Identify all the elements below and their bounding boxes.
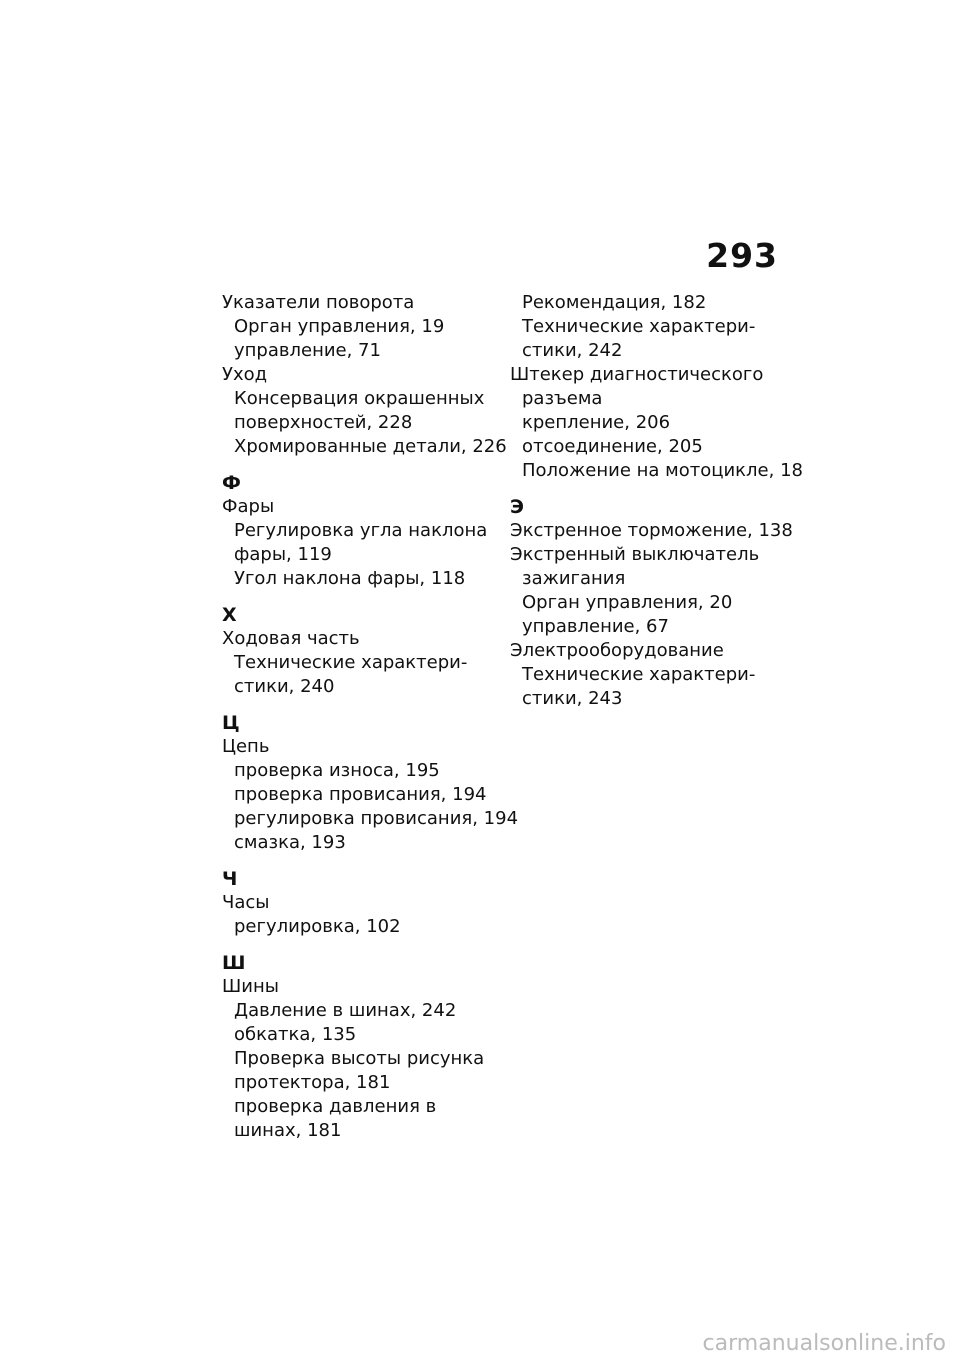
index-section-letter: Э bbox=[510, 496, 524, 518]
index-subentry: фары, 119 bbox=[234, 544, 332, 565]
index-subentry: проверка давления в bbox=[234, 1096, 437, 1117]
page-number: 293 bbox=[706, 236, 778, 275]
index-section-letter: Х bbox=[222, 604, 237, 626]
index-column-right bbox=[510, 291, 803, 711]
index-subentry: Давление в шинах, 242 bbox=[234, 1000, 457, 1021]
index-subentry: Технические характери- bbox=[522, 664, 756, 685]
index-term: Указатели поворота bbox=[222, 292, 415, 313]
index-subentry: Хромированные детали, 226 bbox=[234, 436, 507, 457]
index-subentry: стики, 243 bbox=[522, 688, 623, 709]
index-term: Экстренный выключатель bbox=[510, 544, 760, 565]
index-section-letter: Ц bbox=[222, 712, 240, 734]
index-subentry: протектора, 181 bbox=[234, 1072, 391, 1093]
index-subentry: Положение на мотоцикле, 18 bbox=[522, 460, 803, 481]
index-term: Штекер диагностического bbox=[510, 364, 764, 385]
index-subentry: крепление, 206 bbox=[522, 412, 671, 433]
index-subentry: стики, 242 bbox=[522, 340, 623, 361]
index-subentry: регулировка, 102 bbox=[234, 916, 401, 937]
index-section-letter: Ф bbox=[222, 472, 241, 494]
index-subentry: управление, 71 bbox=[234, 340, 381, 361]
index-column-left bbox=[222, 291, 519, 1143]
index-subentry: Орган управления, 20 bbox=[522, 592, 733, 613]
index-subentry: Угол наклона фары, 118 bbox=[234, 568, 466, 589]
index-term: Экстренное торможение, 138 bbox=[510, 520, 793, 541]
index-subentry: разъема bbox=[522, 388, 603, 409]
index-subentry: управление, 67 bbox=[522, 616, 669, 637]
index-subentry: Рекомендация, 182 bbox=[522, 292, 707, 313]
index-term: Шины bbox=[222, 976, 279, 997]
index-term: Электрооборудование bbox=[510, 640, 724, 661]
index-subentry: отсоединение, 205 bbox=[522, 436, 703, 457]
index-section-letter: Ч bbox=[222, 868, 238, 890]
index-subentry: обкатка, 135 bbox=[234, 1024, 357, 1045]
index-term: Фары bbox=[222, 496, 275, 517]
index-subentry: Технические характери- bbox=[522, 316, 756, 337]
index-subentry: проверка провисания, 194 bbox=[234, 784, 487, 805]
index-subentry: шинах, 181 bbox=[234, 1120, 342, 1141]
index-subentry: Консервация окрашенных bbox=[234, 388, 485, 409]
index-subentry: стики, 240 bbox=[234, 676, 335, 697]
index-term: Цепь bbox=[222, 736, 270, 757]
watermark-text: carmanualsonline.info bbox=[702, 1331, 946, 1356]
index-subentry: Технические характери- bbox=[234, 652, 468, 673]
index-subentry: проверка износа, 195 bbox=[234, 760, 440, 781]
index-term: Ходовая часть bbox=[222, 628, 360, 649]
index-term: Уход bbox=[222, 364, 268, 385]
index-subentry: Орган управления, 19 bbox=[234, 316, 445, 337]
index-section-letter: Ш bbox=[222, 952, 246, 974]
index-subentry: смазка, 193 bbox=[234, 832, 346, 853]
index-subentry: поверхностей, 228 bbox=[234, 412, 413, 433]
index-term: Часы bbox=[222, 892, 270, 913]
index-subentry: зажигания bbox=[522, 568, 626, 589]
index-subentry: Регулировка угла наклона bbox=[234, 520, 488, 541]
index-subentry: регулировка провисания, 194 bbox=[234, 808, 519, 829]
index-subentry: Проверка высоты рисунка bbox=[234, 1048, 485, 1069]
